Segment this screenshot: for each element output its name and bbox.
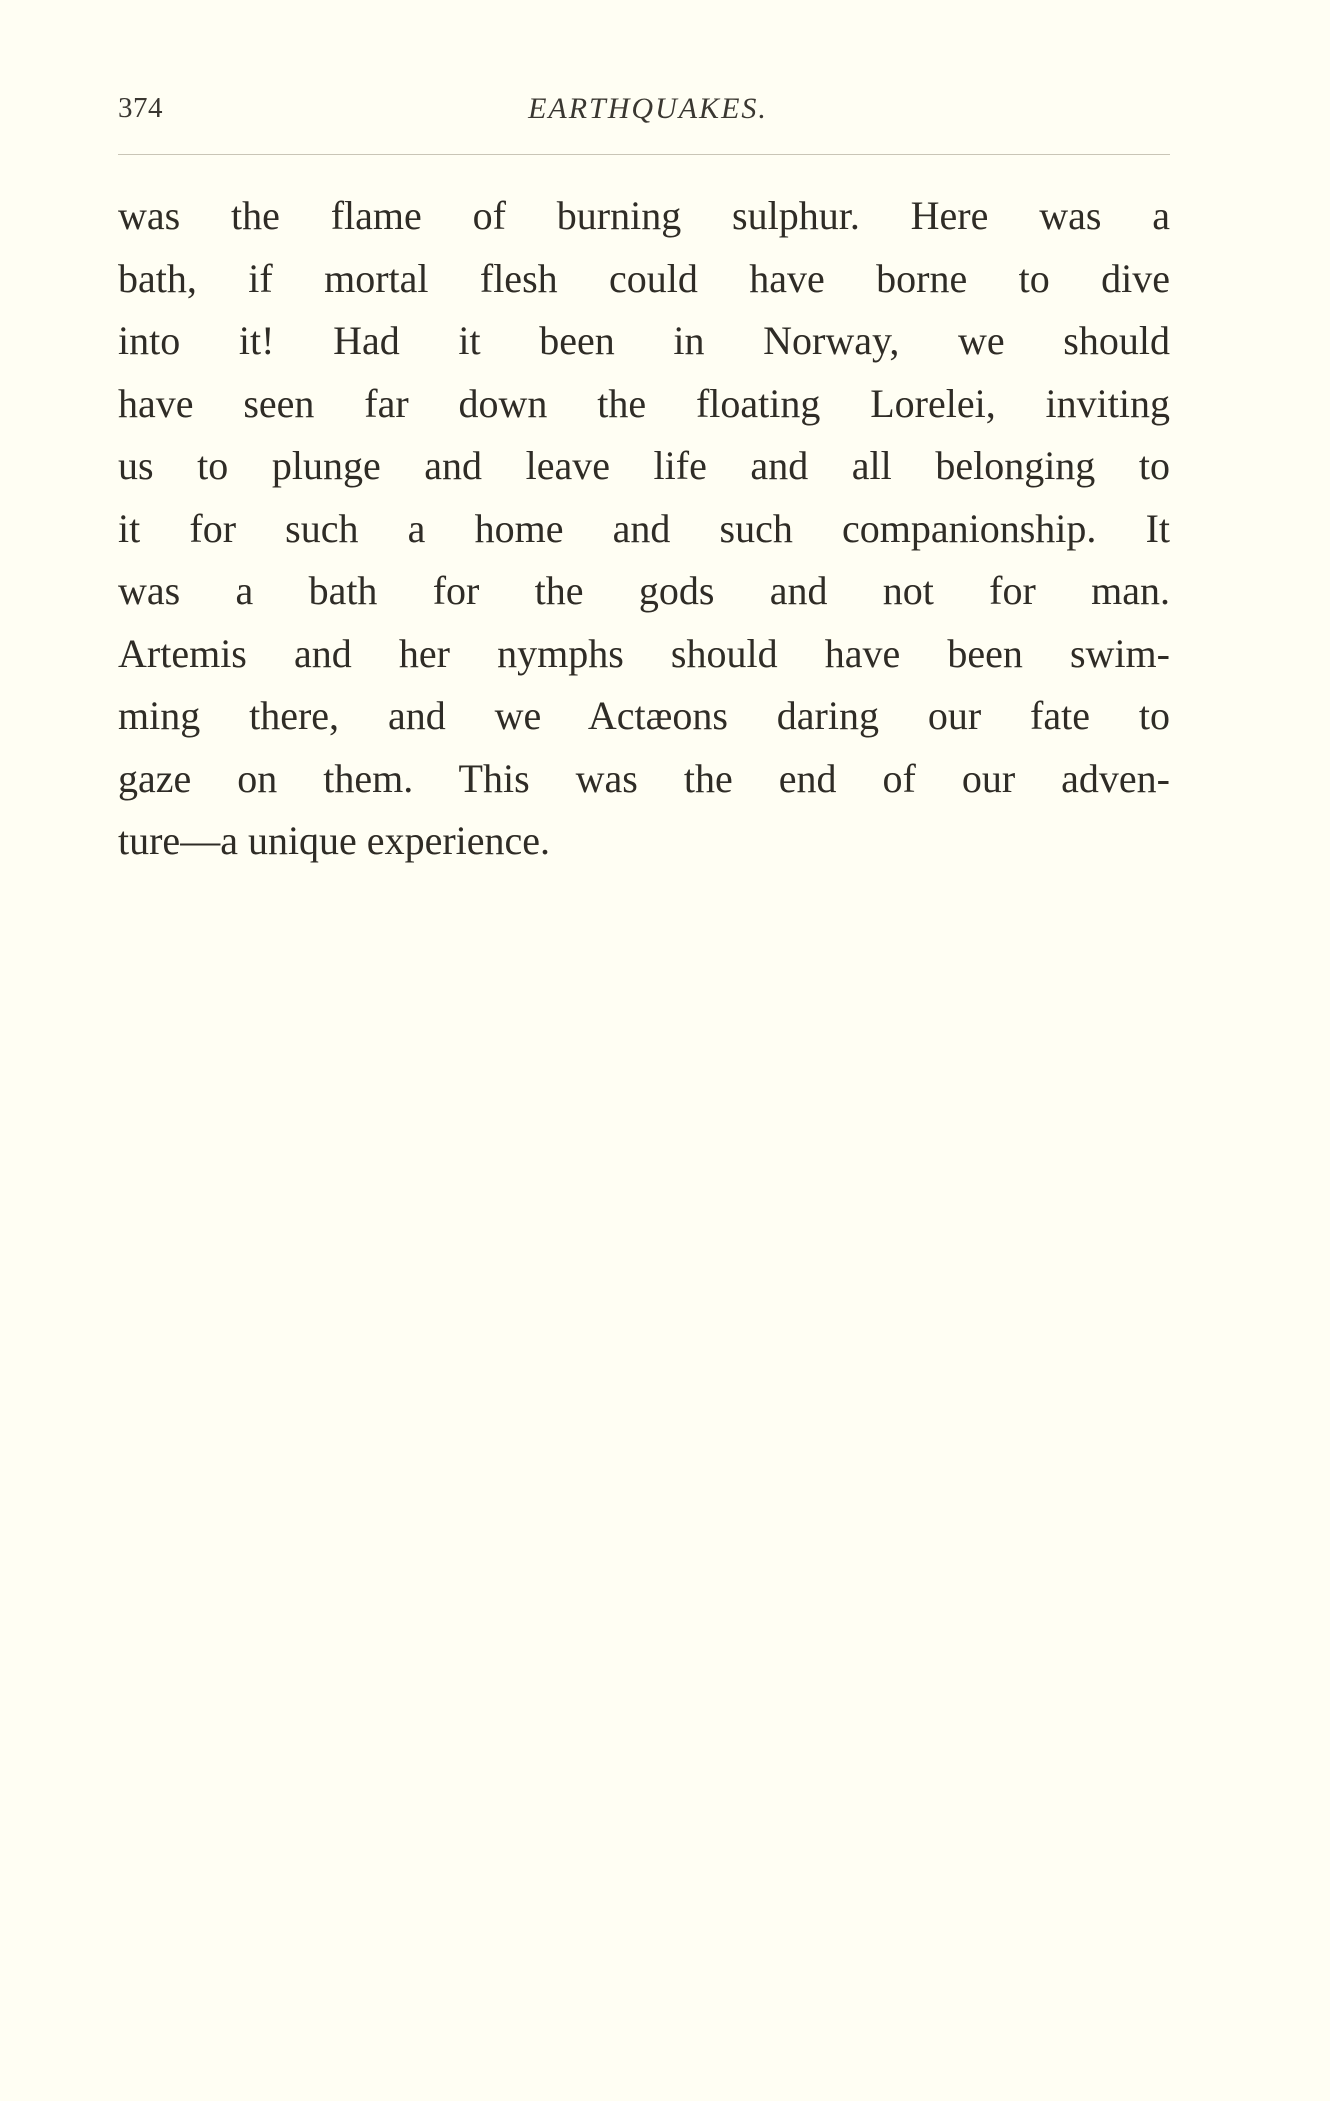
text-line: Artemis and her nymphs should have been swim- [118, 630, 1170, 676]
running-head [118, 92, 1170, 132]
text-line: was the flame of burning sulphur. Here was a [118, 193, 1170, 238]
body-text [118, 185, 1170, 873]
text-line: it for such a home and such companionship. It [118, 505, 1170, 551]
text-line: was a bath for the gods and not for man. [118, 568, 1170, 613]
text-line: into it! Had it been in Norway, we should [118, 318, 1170, 363]
page-number: 374 [118, 92, 163, 124]
text-line: bath, if mortal flesh could have borne to dive [118, 255, 1170, 301]
header-rule [118, 154, 1170, 155]
text-line: have seen far down the floating Lorelei, inviting [118, 380, 1170, 426]
text-line: gaze on them. This was the end of our adven- [118, 755, 1170, 801]
text-line: ming there, and we Actæons daring our fate to [118, 693, 1170, 738]
text-line: us to plunge and leave life and all belonging to [118, 443, 1170, 488]
running-title: EARTHQUAKES. [528, 92, 768, 125]
text-line-last: ture—a unique experience. [118, 818, 551, 863]
